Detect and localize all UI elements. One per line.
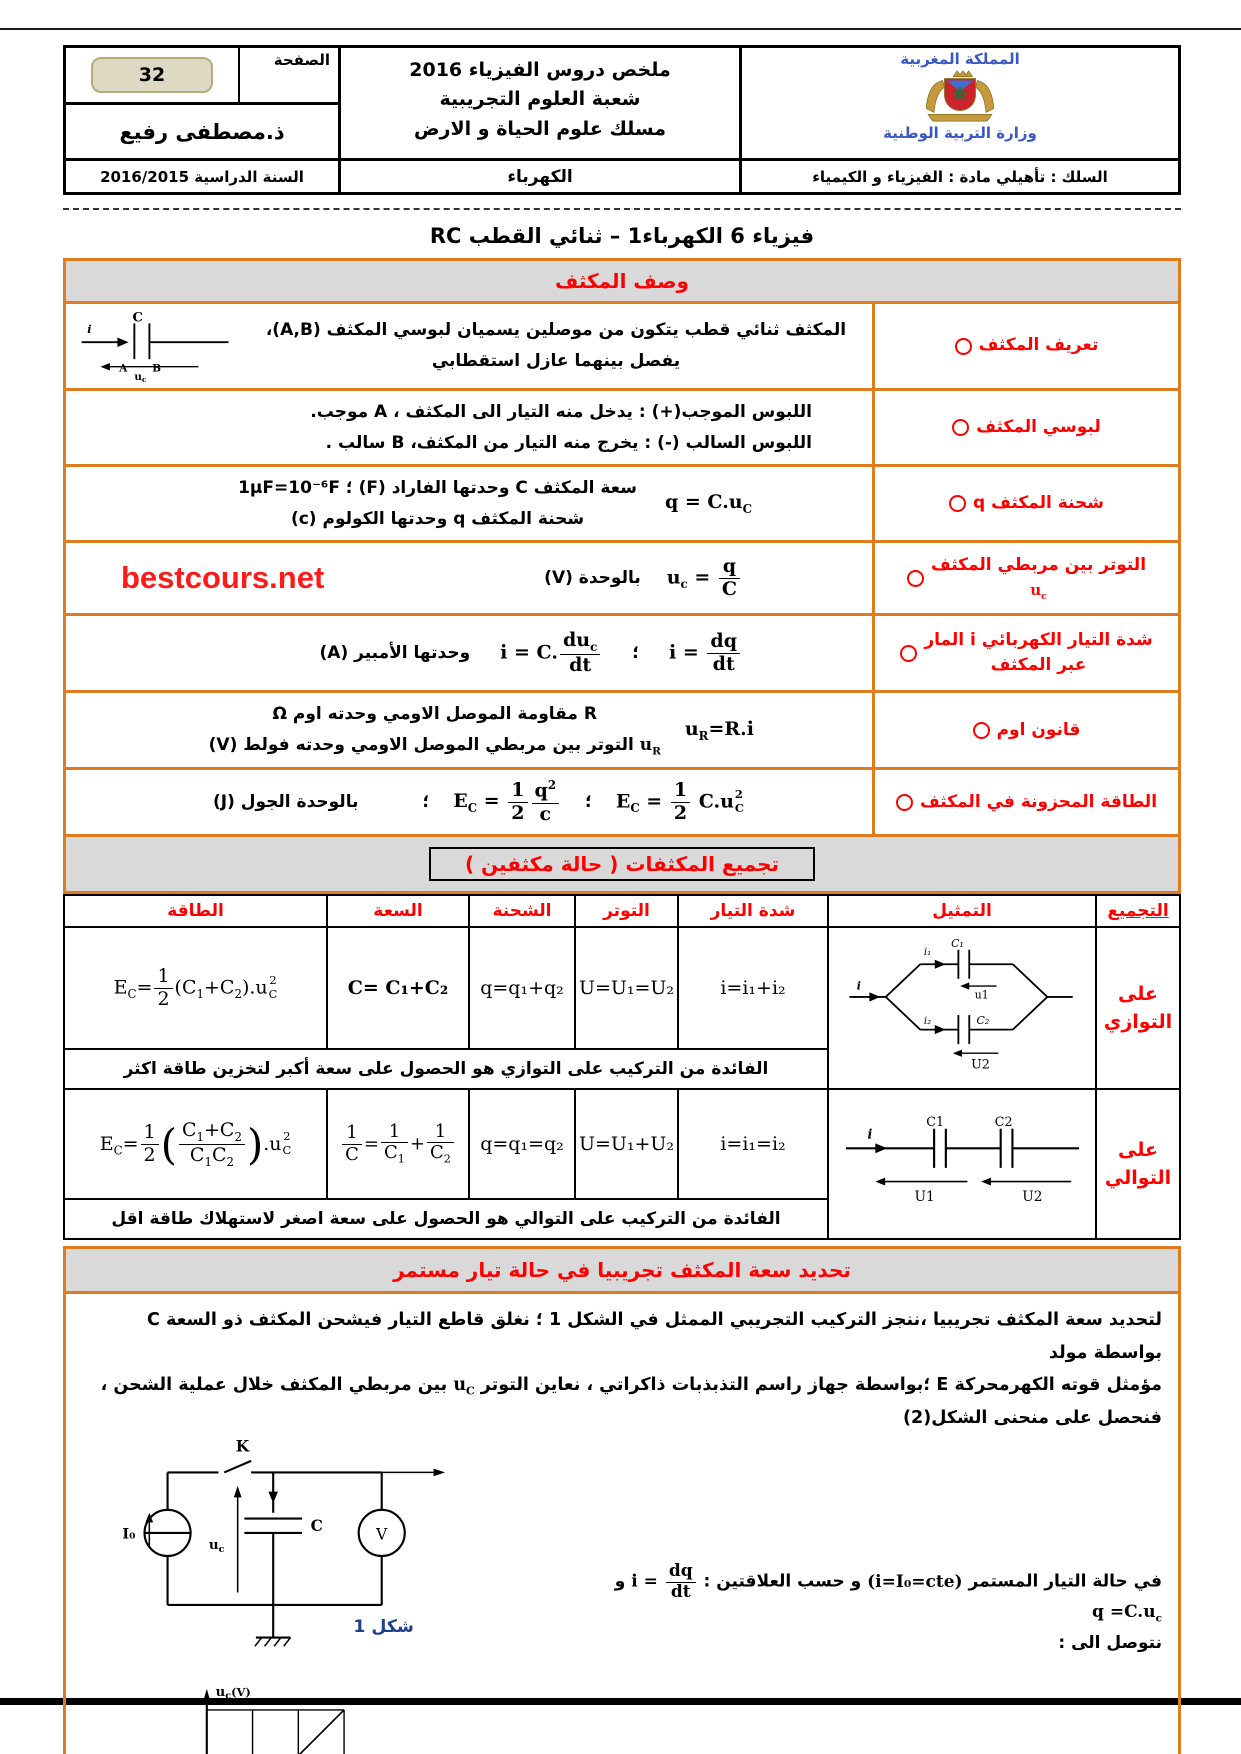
ministry-label: وزارة التربية الوطنية [883,124,1037,142]
parallel-note: الفائدة من التركيب على التوازي هو الحصول على سعة أكبر لتخزين طاقة اكثر [64,1049,828,1089]
col-header-current: شدة التيار [678,895,828,927]
svg-text:i₂: i₂ [923,1016,932,1028]
coulomb-line: شحنة المكثف q وحدتها الكولوم (c) [290,508,585,529]
svg-text:i₁: i₁ [923,947,932,959]
page-title: فيزياء 6 الكهرباء1 – ثنائي القطب RC [429,224,815,248]
parallel-circuit-cell [828,927,1096,1089]
watermark: bestcours.net [121,560,325,596]
table-row [66,301,1178,388]
header-title-line2: شعبة العلوم التجريبية [439,88,641,111]
parallel-circuit-icon [844,936,1080,1076]
subject-label: الكهرباء [338,158,742,192]
series-charge: q=q₁=q₂ [469,1089,575,1199]
constant-current-line: في حالة التيار المستمر (i=I₀=cte) و حسب العلاقتين : i = $\frac{dq}{dt}$ و $q =C.u_c$ [614,1561,1162,1625]
capacitor-symbol-icon [76,310,236,382]
morocco-coat-of-arms-icon [885,68,1035,124]
capacitor-description-table [63,258,1181,894]
joule-unit: بالوحدة الجول (J) [212,792,359,813]
ohm-line1: R مقاومة الموصل الاومي وحدته اوم Ω [272,704,597,725]
svg-text:U2: U2 [1021,1189,1042,1206]
kingdom-label: المملكة المغربية [900,50,1020,68]
table-row [66,540,1178,613]
series-label: على التوالي [1096,1089,1180,1239]
table-row [66,464,1178,540]
top-rule [0,28,1241,30]
section-banner-grouping: تجميع المكثفات ( حالة مكثفين ) [66,834,1178,891]
figure2-graph [138,1680,434,1754]
svg-text:uc: $u_c$ [208,1537,225,1556]
current-formula-2: i = C. $\frac{du_c}{dt}$ [500,630,602,677]
parallel-energy-cell: $E_C=$ $\frac{1}{2}$ $(C_1+C_2).u$ 2 C [64,927,327,1049]
section-banner-experiment: تحديد سعة المكثف تجريبيا في حالة تيار مستمر [66,1249,1178,1294]
figure1-circuit [94,1434,462,1676]
energy-formula-2: $E_C$ = $\frac{1}{2}$ $\frac{q^2}{c}$ [453,779,561,825]
circle-bullet-icon [973,722,990,739]
row-label-definition: تعريف المكثف [872,304,1178,388]
col-header-capacity: السعة [327,895,469,927]
school-year: السنة الدراسية 2016/2015 [66,158,338,192]
row-label-poles: لبوسي المكثف [872,391,1178,464]
ohm-law-formula: $u_R=R.i$ [684,717,754,743]
track-label: السلك : تأهيلي مادة : الفيزياء و الكيمياء [742,158,1178,192]
page-badge-cell [66,48,240,102]
row-label-current: شدة التيار الكهربائي i المار عبر المكثف [872,616,1178,690]
series-row [64,1089,1180,1199]
voltage-formula: $u_c$ = $\frac{q}{C}$ [667,556,742,601]
col-header-representation: التمثيل [828,895,1096,927]
parallel-capacity: C= C₁+C₂ [327,927,469,1049]
row-label-ohm: قانون اوم [872,693,1178,767]
parallel-current: i=i₁+i₂ [678,927,828,1049]
header-logo-cell [742,48,1178,158]
svg-text:C₂: C₂ [976,1014,990,1028]
page-number-badge: 32 [91,57,213,93]
svg-text:u1: u1 [974,989,989,1003]
table-row [66,388,1178,464]
definition-line2: يفصل بينهما عازل استقطابي [431,351,681,371]
charge-formula: $q = C.u_C$ [664,491,752,517]
page-label: الصفحة [273,51,330,69]
paragraph-line1: لتحديد سعة المكثف تجريبيا ،ننجز التركيب التجريبي الممثل في الشكل 1 ؛ نغلق قاطع التيار فيشحن المكثف ذو السعة C بواسطة مولد [147,1310,1162,1363]
header-table [63,45,1181,195]
table-header-row [64,895,1180,927]
parallel-label: على التوازي [1096,927,1180,1089]
svg-text:I₀: I₀ [122,1525,136,1543]
parallel-voltage: U=U₁=U₂ [575,927,678,1049]
header-left-cell [66,48,338,158]
col-header-charge: الشحنة [469,895,575,927]
svg-text:i: i [87,321,92,336]
series-voltage: U=U₁+U₂ [575,1089,678,1199]
series-circuit-icon [840,1115,1085,1209]
current-formula-1: i = $\frac{dq}{dt}$ [669,631,742,676]
svg-text:uc(V): $u_c(V)$ [215,1684,251,1702]
svg-text:K: K [235,1437,250,1456]
figures-column [82,1434,552,1754]
poles-line1: اللبوس الموجب(+) : يدخل منه التيار الى المكثف ، A موجب. [310,402,812,422]
table-row [66,690,1178,767]
series-circuit-cell [828,1089,1096,1239]
row-label-voltage: التوتر بين مربطي المكثف $u_c$ [872,543,1178,613]
uc-symbol: $u_c$ [1030,581,1047,603]
paragraph-line3: فنحصل على منحنى الشكل(2) [903,1407,1162,1428]
series-current: i=i₁=i₂ [678,1089,828,1199]
author-name: ذ.مصطفى رفيع [119,119,285,144]
svg-text:C2: C2 [994,1115,1013,1130]
svg-text:i: i [867,1126,872,1142]
svg-text:C: C [310,1517,323,1536]
ohm-line2: $u_R$ التوتر بين مربطي الموصل الاومي وحدته فولط (V) [208,734,661,758]
dashed-separator [63,208,1181,210]
farad-line: سعة المكثف C وحدتها الفاراد (F) ؛ 1μF=10⁻⁶F [238,478,637,499]
series-capacity-cell: $\frac{1}{C}$ = $\frac{1}{C_1}$ + $\frac{1}{C_2}$ [327,1089,469,1199]
svg-text:C: C [132,310,143,326]
svg-text:i: i [856,980,861,994]
header-title-cell [338,48,742,158]
ampere-unit: وحدتها الأمبير (A) [319,643,471,664]
circle-bullet-icon [955,338,972,355]
series-note: الفائدة من التركيب على التوالي هو الحصول على سعة اصغر لاستهلاك طاقة اقل [64,1199,828,1239]
circle-bullet-icon [907,570,924,587]
circle-bullet-icon [896,794,913,811]
row-label-energy: الطاقة المحزونة في المكثف [872,770,1178,834]
circle-bullet-icon [949,495,966,512]
circle-bullet-icon [952,419,969,436]
table-row: i = $\frac{dq}{dt}$ ؛ i = C. $\frac{du_c}{dt}$ وحدتها الأمبير (A) شدة التيار الكهربائي i المار عبر المكثف [66,613,1178,690]
col-header-voltage: التوتر [575,895,678,927]
definition-line1: المكثف ثنائي قطب يتكون من موصلين يسميان لبوسي المكثف (A,B)، [265,320,847,341]
svg-text:U1: U1 [914,1189,935,1206]
experimental-section [63,1246,1181,1754]
svg-text:B: B [152,362,161,375]
energy-formula-1: $E_C$ = $\frac{1}{2}$ C.u 2 C [615,779,744,824]
svg-text:U2: U2 [971,1056,990,1072]
svg-text:V: V [376,1525,388,1544]
circle-bullet-icon [900,645,917,662]
voltage-unit: بالوحدة (V) [544,568,641,589]
svg-text:C₁: C₁ [951,937,964,951]
parallel-row [64,927,1180,1049]
table-row: $E_C$ = $\frac{1}{2}$ C.u 2 C ؛ $E_C$ = $\frac{1}{2}$ $\frac{q^2}{c}$ ؛ بالوحدة الجول (J) الطاقة المحزونة في المكثف [66,767,1178,834]
series-energy-cell: $E_C=$ $\frac{1}{2}$ ( $\frac{C_1+C_2}{C_1C_2}$ ).u 2 C [64,1089,327,1199]
capacitor-combination-table [63,894,1181,1240]
paragraph-line2: مؤمثل قوته الكهرمحركة E ؛بواسطة جهاز راسم التذبذبات ذاكراتي ، نعاين التوتر $u_C$ بين مربطي المكثف خلال عملية الشحن ، [100,1375,1162,1398]
svg-text:C1: C1 [925,1115,944,1130]
reach-line: نتوصل الى : [1058,1632,1162,1653]
svg-text:uc: uc [134,370,147,382]
poles-line2: اللبوس السالب (-) : يخرج منه التيار من المكثف، B سالب . [325,432,812,453]
section-banner-description: وصف المكثف [66,261,1178,301]
col-header-grouping: التجميع [1096,895,1180,927]
header-title-line3: مسلك علوم الحياة و الارض [414,117,666,140]
svg-text:A: A [119,362,128,375]
row-label-charge: شحنة المكثف q [872,467,1178,540]
header-title-line1: ملخص دروس الفيزياء 2016 [409,59,671,81]
parallel-charge: q=q₁+q₂ [469,927,575,1049]
svg-text:شكل 1: شكل 1 [353,1616,414,1637]
col-header-energy: الطاقة [64,895,327,927]
